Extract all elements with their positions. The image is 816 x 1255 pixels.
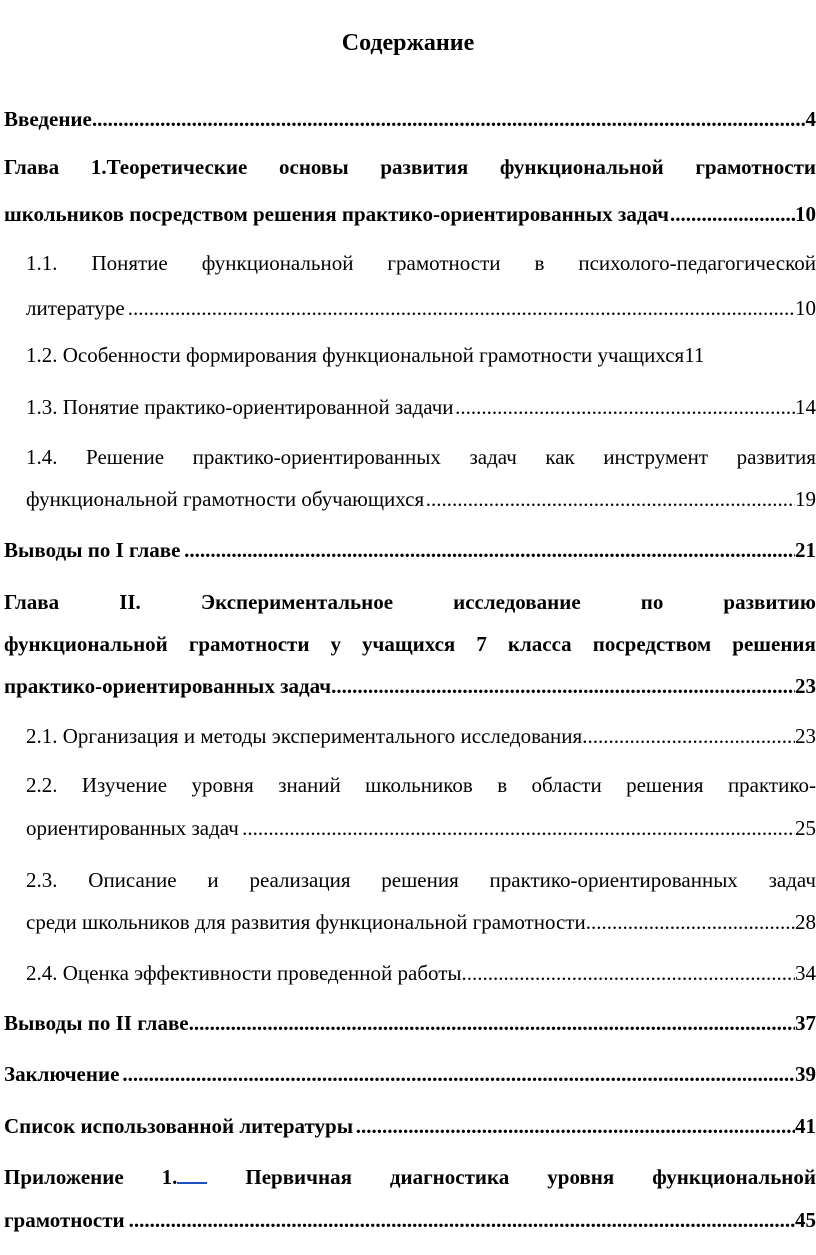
toc-entry-label: Введение [4,107,92,131]
toc-entry-section-2-1[interactable] [26,723,816,749]
toc-word: 1.1. [26,251,58,275]
toc-word: функциональной [652,1165,816,1189]
toc-word: и [207,868,219,892]
toc-word: инструмент [603,445,709,469]
dot-leader [129,1207,795,1233]
toc-entry-label: функциональной грамотности обучающихся [26,487,425,511]
toc-word: решения [732,632,816,656]
toc-word: по [640,590,664,614]
dot-leader [586,909,795,935]
dot-leader [122,1061,795,1087]
toc-page-number: 39 [795,1062,816,1086]
toc-entry-section-1-4-line-1[interactable] [26,444,816,470]
toc-word: как [545,445,575,469]
toc-word: Приложение [4,1165,124,1189]
dot-leader [455,394,795,420]
toc-entry-chapter-2-line-3[interactable] [4,673,816,699]
toc-page-number: 4 [805,107,816,131]
toc-word: школьников [365,773,473,797]
toc-entry-section-1-1-line-2[interactable] [26,295,816,321]
toc-entry-section-1-4-line-2[interactable] [26,486,816,512]
toc-entry-label: ориентированных задач [26,816,239,840]
toc-word: грамотности [695,155,816,179]
toc-entry-chapter-2-line-2[interactable] [4,631,816,657]
toc-entry-chapter-2-line-1[interactable] [4,589,816,615]
toc-word: развитию [723,590,816,614]
dot-leader [462,960,795,986]
toc-word: основы [279,155,349,179]
toc-page-number: 14 [795,395,816,419]
toc-word: исследование [453,590,581,614]
toc-entry-conclusions-chapter-2[interactable] [4,1010,816,1036]
toc-title: Содержание [341,30,475,56]
toc-entry-label: 1.3. Понятие практико-ориентированной задачи [26,395,454,419]
dot-leader [582,723,795,749]
toc-word: класса [507,632,572,656]
toc-word: грамотности [188,632,310,656]
toc-entry-label: 1.2. Особенности формирования функциональной грамотности учащихся [26,343,685,367]
toc-page-number: 28 [795,910,816,934]
toc-page-number: 10 [795,296,816,320]
toc-page-number: 25 [795,816,816,840]
toc-entry-label: грамотности [4,1208,125,1232]
toc-word: посредством [592,632,712,656]
toc-entry-section-2-3-line-2[interactable] [26,909,816,935]
toc-word: практико-ориентированных [489,868,738,892]
toc-word: развития [736,445,816,469]
toc-word: области [531,773,602,797]
toc-word: Экспериментальное [200,590,394,614]
toc-word: Глава [4,155,60,179]
toc-entry-section-2-2-line-1[interactable] [26,772,816,798]
toc-word: задач [469,445,517,469]
toc-word: уровня [547,1165,615,1189]
toc-word: учащихся [362,632,456,656]
toc-word: 2.2. [26,773,58,797]
toc-word: у [330,632,341,656]
toc-word: практико-ориентированных [192,445,441,469]
toc-word: в [497,773,508,797]
toc-entry-section-1-1-line-1[interactable] [26,250,816,276]
toc-word: Понятие [91,251,168,275]
toc-entry-appendix-1-line-1[interactable] [4,1162,816,1190]
toc-entry-references[interactable] [4,1113,816,1139]
toc-entry-label: литературе [26,296,125,320]
toc-entry-label: 2.1. Организация и методы экспериментального исследования [26,724,583,748]
toc-word: функциональной [201,251,354,275]
toc-entry-appendix-1-line-2[interactable] [4,1207,816,1233]
toc-entry-section-2-2-line-2[interactable] [26,815,816,841]
toc-word: II. [119,590,141,614]
toc-page-number: 41 [795,1114,816,1138]
toc-entry-label: практико-ориентированных задач [4,674,332,698]
toc-entry-label: 2.4. Оценка эффективности проведенной работы [26,961,462,985]
toc-word: практико- [727,773,816,797]
toc-entry-label: среди школьников для развития функциональной грамотности [26,910,586,934]
toc-word: Глава [4,590,60,614]
toc-word [162,1162,208,1190]
toc-page-number: 10 [795,202,816,226]
toc-word: решения [381,868,459,892]
toc-word: уровня [191,773,254,797]
toc-page-number: 34 [795,961,816,985]
toc-page-number: 23 [795,724,816,748]
toc-page-number: 19 [795,487,816,511]
toc-page-number: 37 [795,1011,816,1035]
toc-word: Решение [86,445,165,469]
toc-word: решения [626,773,704,797]
dot-leader [189,1010,795,1036]
toc-entry-conclusions-chapter-1[interactable] [4,537,816,563]
toc-word: 2.3. [26,868,58,892]
toc-word: диагностика [389,1165,510,1189]
toc-word: реализация [249,868,351,892]
toc-word: 1.Теоретические [90,155,248,179]
toc-word: грамотности [387,251,501,275]
dot-leader [331,673,795,699]
toc-entry-conclusion[interactable] [4,1061,816,1087]
toc-entry-chapter-1-line-1[interactable] [4,154,816,180]
toc-word: психолого-педагогической [578,251,816,275]
toc-entry-label: Заключение [4,1062,120,1086]
toc-word: функциональной [4,632,168,656]
toc-entry-label: Список использованной литературы [4,1114,354,1138]
toc-entry-label: Выводы по II главе [4,1011,189,1035]
toc-entry-introduction[interactable] [4,106,816,132]
toc-word: функциональной [499,155,664,179]
toc-word: развития [380,155,469,179]
toc-word: задач [768,868,816,892]
dot-leader [128,295,795,321]
toc-word: 1. [161,1165,178,1189]
toc-entry-section-1-2[interactable] [26,342,816,368]
underline-mark [177,1162,207,1184]
toc-entry-section-2-4[interactable] [26,960,816,986]
toc-word: 7 [476,632,487,656]
toc-entry-section-2-3-line-1[interactable] [26,867,816,893]
dot-leader [356,1113,795,1139]
toc-entry-chapter-1-line-2[interactable] [4,201,816,227]
dot-leader [184,537,795,563]
toc-page-number: 11 [684,343,705,367]
toc-page-number: 21 [795,538,816,562]
toc-entry-label: Выводы по I главе [4,538,181,562]
toc-page-number: 23 [795,674,816,698]
toc-entry-section-1-3[interactable] [26,394,816,420]
dot-leader [92,106,806,132]
toc-entry-label: школьников посредством решения практико-ориентированных задач [4,202,669,226]
toc-word: Описание [88,868,177,892]
dot-leader [426,486,795,512]
toc-word: знаний [278,773,341,797]
toc-word: Изучение [81,773,168,797]
toc-word: Первичная [245,1165,352,1189]
toc-page-number: 45 [795,1208,816,1232]
toc-word: 1.4. [26,445,58,469]
toc-word: в [534,251,545,275]
dot-leader [242,815,795,841]
dot-leader [670,201,795,227]
